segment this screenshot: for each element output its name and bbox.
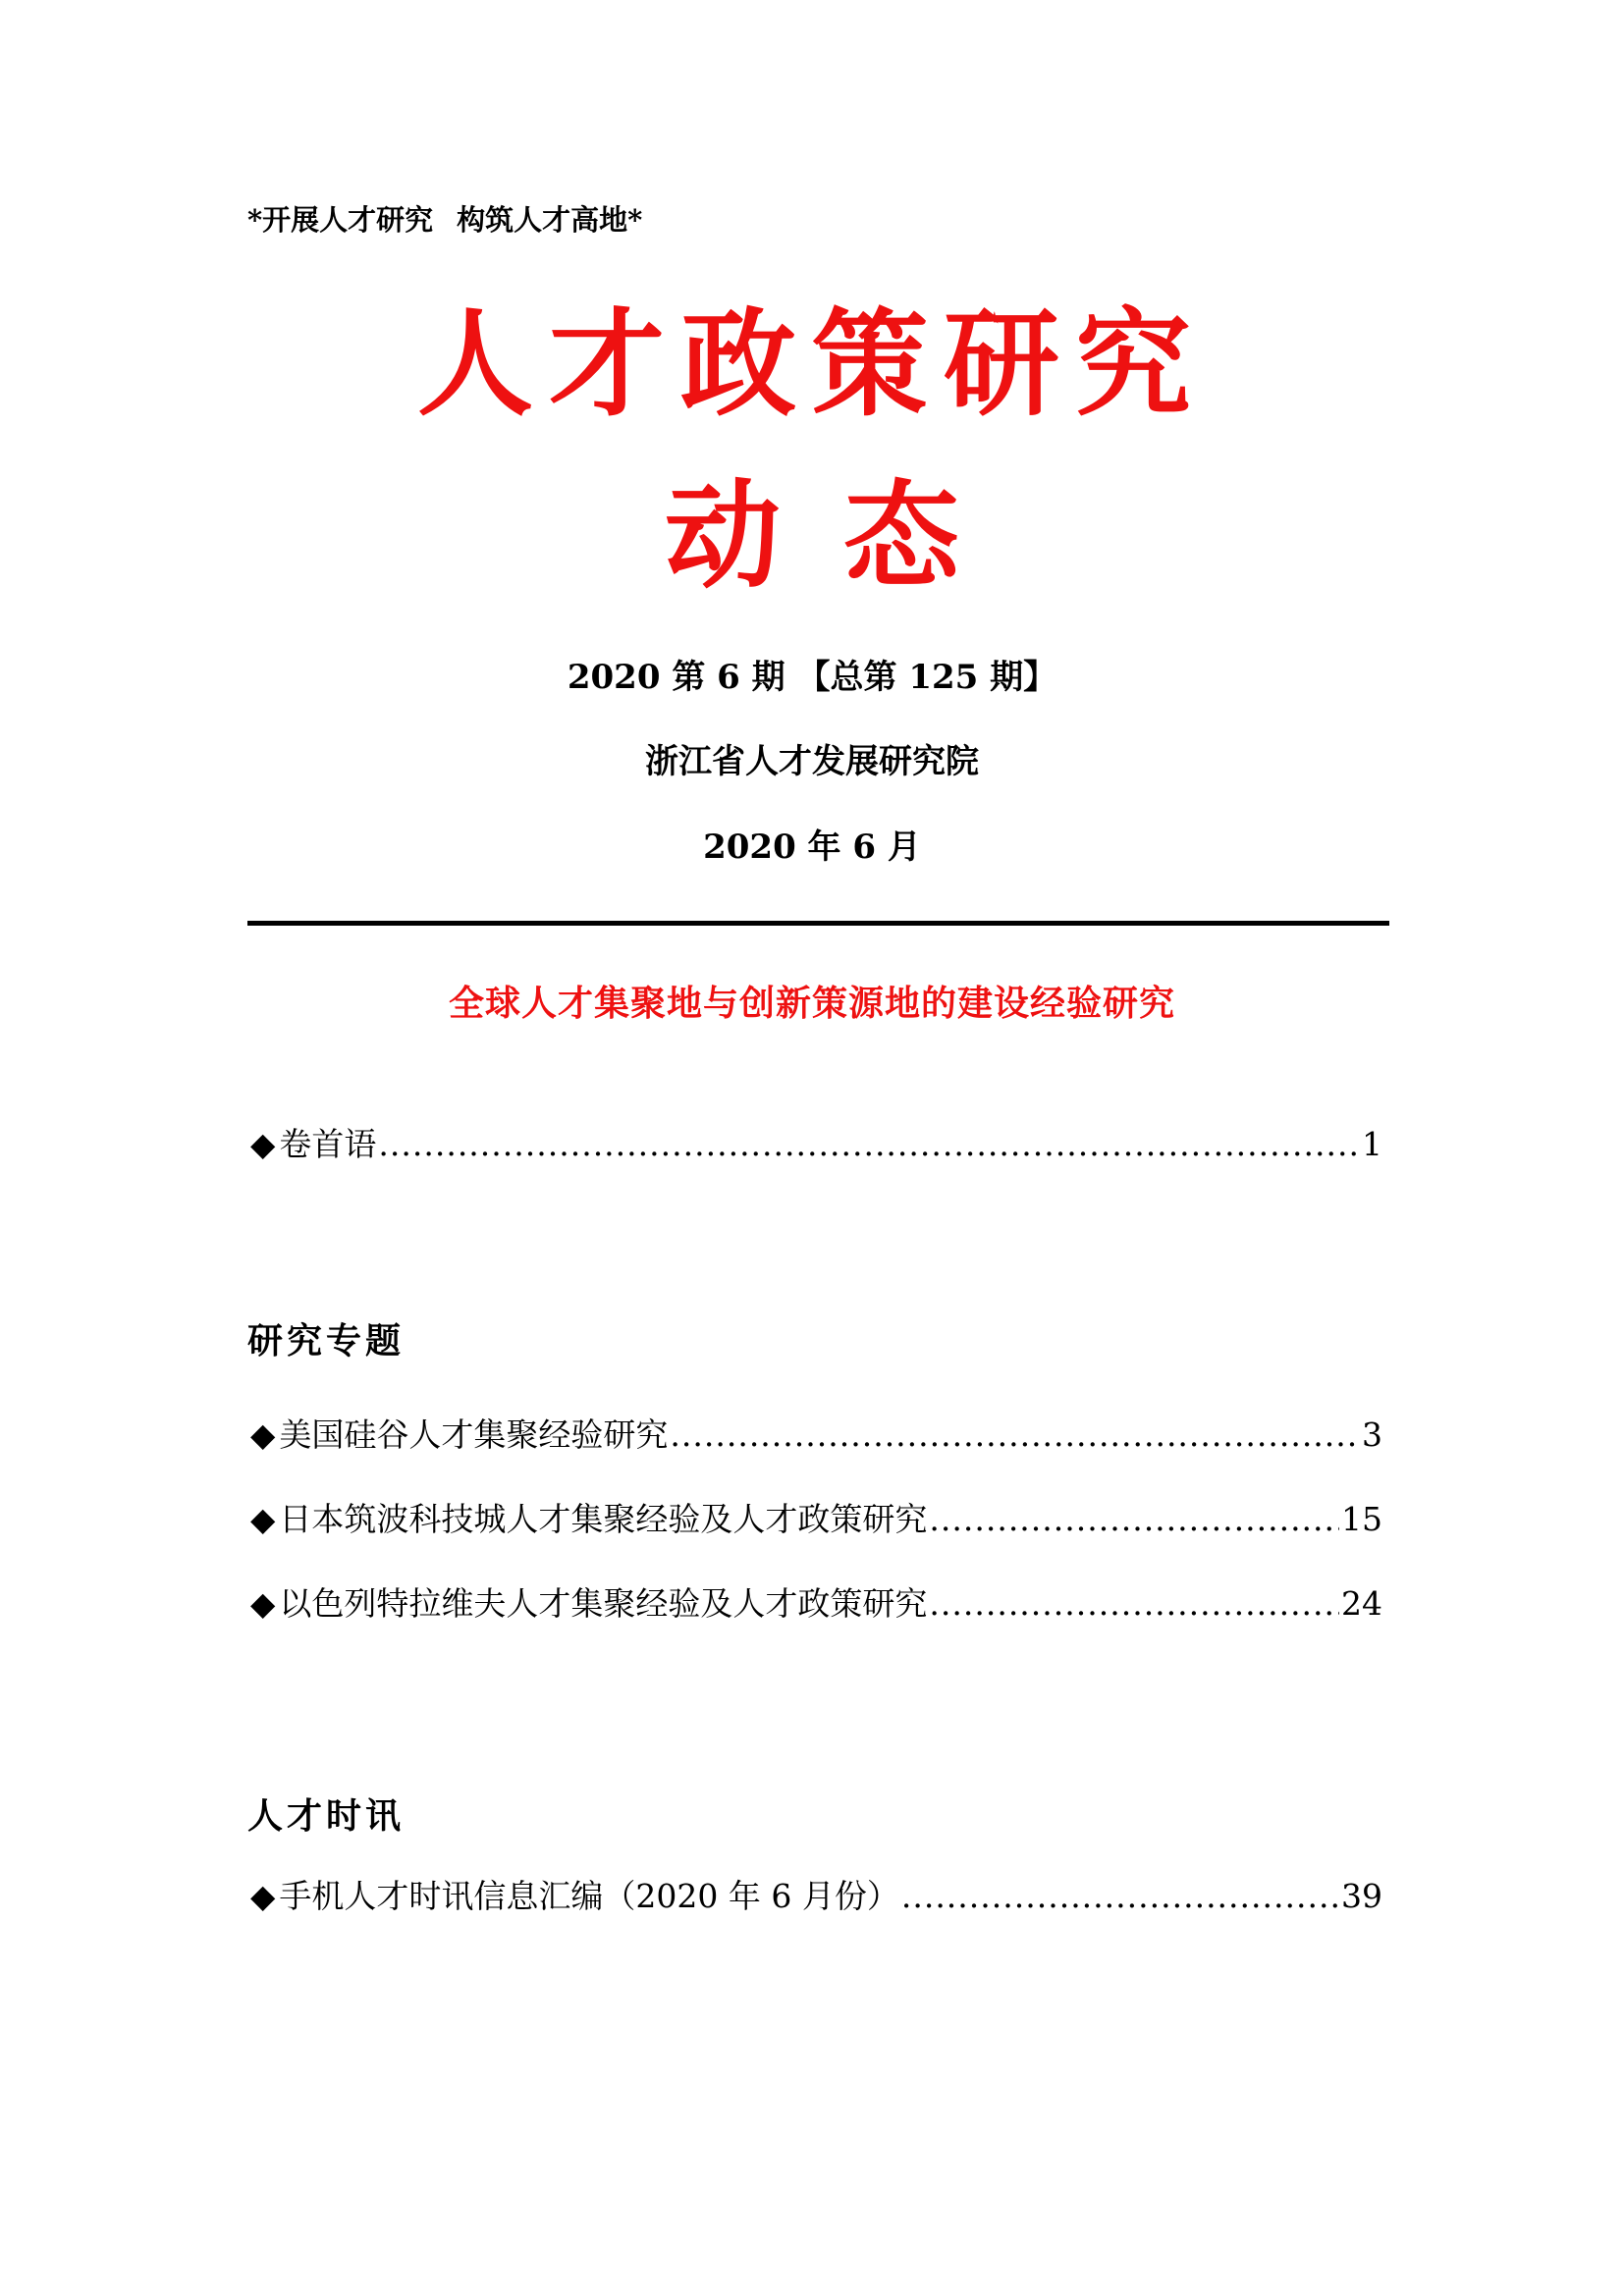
publication-title: 人才政策研究 <box>416 295 1207 432</box>
issue-number: 2020 第 6 期 【总第 125 期】 <box>567 658 1057 697</box>
toc-item-preface[interactable] <box>250 1119 1382 1165</box>
toc-item-page: 3 <box>1362 1415 1382 1454</box>
header-slogan <box>247 198 642 239</box>
diamond-bullet-icon: ◆ <box>250 1500 276 1538</box>
issue-theme: 全球人才集聚地与创新策源地的建设经验研究 <box>448 983 1175 1024</box>
diamond-bullet-icon: ◆ <box>250 1125 276 1163</box>
dot-leader <box>929 1500 1339 1538</box>
diamond-bullet-icon: ◆ <box>250 1877 276 1915</box>
toc-item[interactable] <box>250 1494 1382 1540</box>
slogan-right: 构筑人才高地* <box>457 203 643 237</box>
dot-leader <box>901 1877 1339 1915</box>
toc-item[interactable] <box>250 1871 1382 1917</box>
toc-item[interactable] <box>250 1410 1382 1456</box>
toc-item-page: 24 <box>1341 1584 1382 1623</box>
section-heading-research: 研究专题 <box>247 1320 406 1362</box>
publication-subtitle: 动态 <box>664 467 1022 604</box>
publisher-name: 浙江省人才发展研究院 <box>645 742 979 781</box>
toc-item-title: 美国硅谷人才集聚经验研究 <box>279 1415 669 1454</box>
toc-item-title: 日本筑波科技城人才集聚经验及人才政策研究 <box>279 1500 928 1538</box>
slogan-left: *开展人才研究 <box>247 203 434 237</box>
toc-item-title: 以色列特拉维夫人才集聚经验及人才政策研究 <box>279 1584 928 1623</box>
header-divider <box>247 921 1389 926</box>
dot-leader <box>378 1125 1360 1163</box>
toc-item-page: 15 <box>1341 1500 1382 1538</box>
toc-item-page: 1 <box>1362 1125 1382 1163</box>
toc-item-title: 手机人才时讯信息汇编（2020 年 6 月份） <box>279 1877 899 1915</box>
diamond-bullet-icon: ◆ <box>250 1415 276 1454</box>
toc-item-page: 39 <box>1341 1877 1382 1915</box>
toc-item-title: 卷首语 <box>279 1125 377 1163</box>
dot-leader <box>929 1584 1339 1623</box>
section-heading-news: 人才时讯 <box>247 1795 406 1837</box>
publication-date: 2020 年 6 月 <box>703 828 921 867</box>
diamond-bullet-icon: ◆ <box>250 1584 276 1623</box>
toc-item[interactable] <box>250 1578 1382 1625</box>
dot-leader <box>670 1415 1360 1454</box>
